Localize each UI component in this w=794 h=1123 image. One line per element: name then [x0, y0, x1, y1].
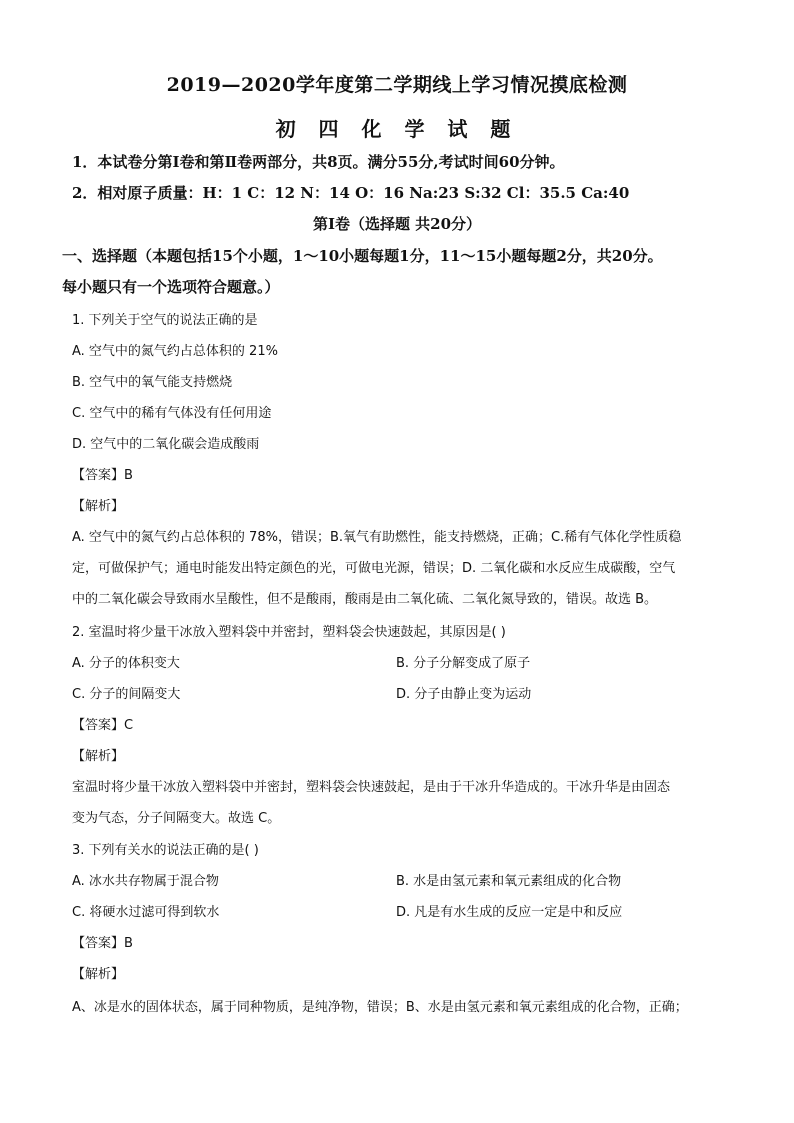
note-1: 1．本试卷分第Ⅰ卷和第Ⅱ卷两部分，共8页。满分55分,考试时间60分钟。: [72, 153, 565, 171]
question-2-analysis-line-1: 室温时将少量干冰放入塑料袋中并密封，塑料袋会快速鼓起，是由于干冰升华造成的。干冰升华是由固态: [72, 780, 671, 795]
exam-subtitle: 初 四 化 学 试 题: [275, 117, 519, 141]
question-1-analysis-line-3: 中的二氧化碳会导致雨水呈酸性，但不是酸雨，酸雨是由二氧化硫、二氧化氮导致的，错误。故选 B。: [72, 592, 658, 607]
section-title: 第Ⅰ卷（选择题 共20分）: [312, 215, 482, 233]
question-2-stem: 2. 室温时将少量干冰放入塑料袋中并密封，塑料袋会快速鼓起，其原因是( ): [72, 625, 506, 640]
question-2-option-a: A. 分子的体积变大: [72, 656, 180, 671]
question-1-analysis-label: 【解析】: [72, 499, 125, 514]
question-3-analysis-line-1: A、冰是水的固体状态，属于同种物质，是纯净物，错误；B、水是由氢元素和氧元素组成的化合物，正确；: [72, 1000, 688, 1015]
question-2-option-d: D. 分子由静止变为运动: [396, 687, 532, 702]
question-3-analysis-label: 【解析】: [72, 967, 125, 982]
question-1-analysis-line-1: A. 空气中的氮气约占总体积的 78%，错误；B.氧气有助燃性，能支持燃烧，正确；C.稀有气体化学性质稳: [72, 530, 682, 545]
question-1-stem: 1. 下列关于空气的说法正确的是: [72, 313, 258, 328]
question-2-answer: 【答案】C: [72, 718, 134, 733]
question-1-option-a: A. 空气中的氮气约占总体积的 21%: [72, 344, 278, 359]
question-1-analysis-line-2: 定，可做保护气；通电时能发出特定颜色的光，可做电光源，错误；D. 二氧化碳和水反应生成碳酸，空气: [72, 561, 676, 576]
question-1-option-d: D. 空气中的二氧化碳会造成酸雨: [72, 437, 260, 452]
question-3-option-b: B. 水是由氢元素和氧元素组成的化合物: [396, 874, 622, 889]
question-3-stem: 3. 下列有关水的说法正确的是( ): [72, 843, 259, 858]
exam-title: 2019—2020学年度第二学期线上学习情况摸底检测: [166, 74, 628, 96]
section-instruction-2: 每小题只有一个选项符合题意。）: [62, 278, 280, 296]
section-instruction-1: 一、选择题（本题包括15个小题，1～10小题每题1分，11～15小题每题2分，共20分。: [62, 247, 663, 265]
question-2-analysis-label: 【解析】: [72, 749, 125, 764]
question-2-option-c: C. 分子的间隔变大: [72, 687, 181, 702]
question-3-option-d: D. 凡是有水生成的反应一定是中和反应: [396, 905, 623, 920]
question-1-option-c: C. 空气中的稀有气体没有任何用途: [72, 406, 272, 421]
question-3-option-c: C. 将硬水过滤可得到软水: [72, 905, 220, 920]
question-2-option-b: B. 分子分解变成了原子: [396, 656, 531, 671]
note-2: 2．相对原子质量：H：1 C：12 N：14 O：16 Na:23 S:32 Cl：35.5 Ca:40: [72, 184, 630, 202]
question-3-option-a: A. 冰水共存物属于混合物: [72, 874, 219, 889]
question-1-option-b: B. 空气中的氧气能支持燃烧: [72, 375, 233, 390]
question-1-answer: 【答案】B: [72, 468, 133, 483]
question-3-answer: 【答案】B: [72, 936, 133, 951]
question-2-analysis-line-2: 变为气态，分子间隔变大。故选 C。: [72, 811, 281, 826]
